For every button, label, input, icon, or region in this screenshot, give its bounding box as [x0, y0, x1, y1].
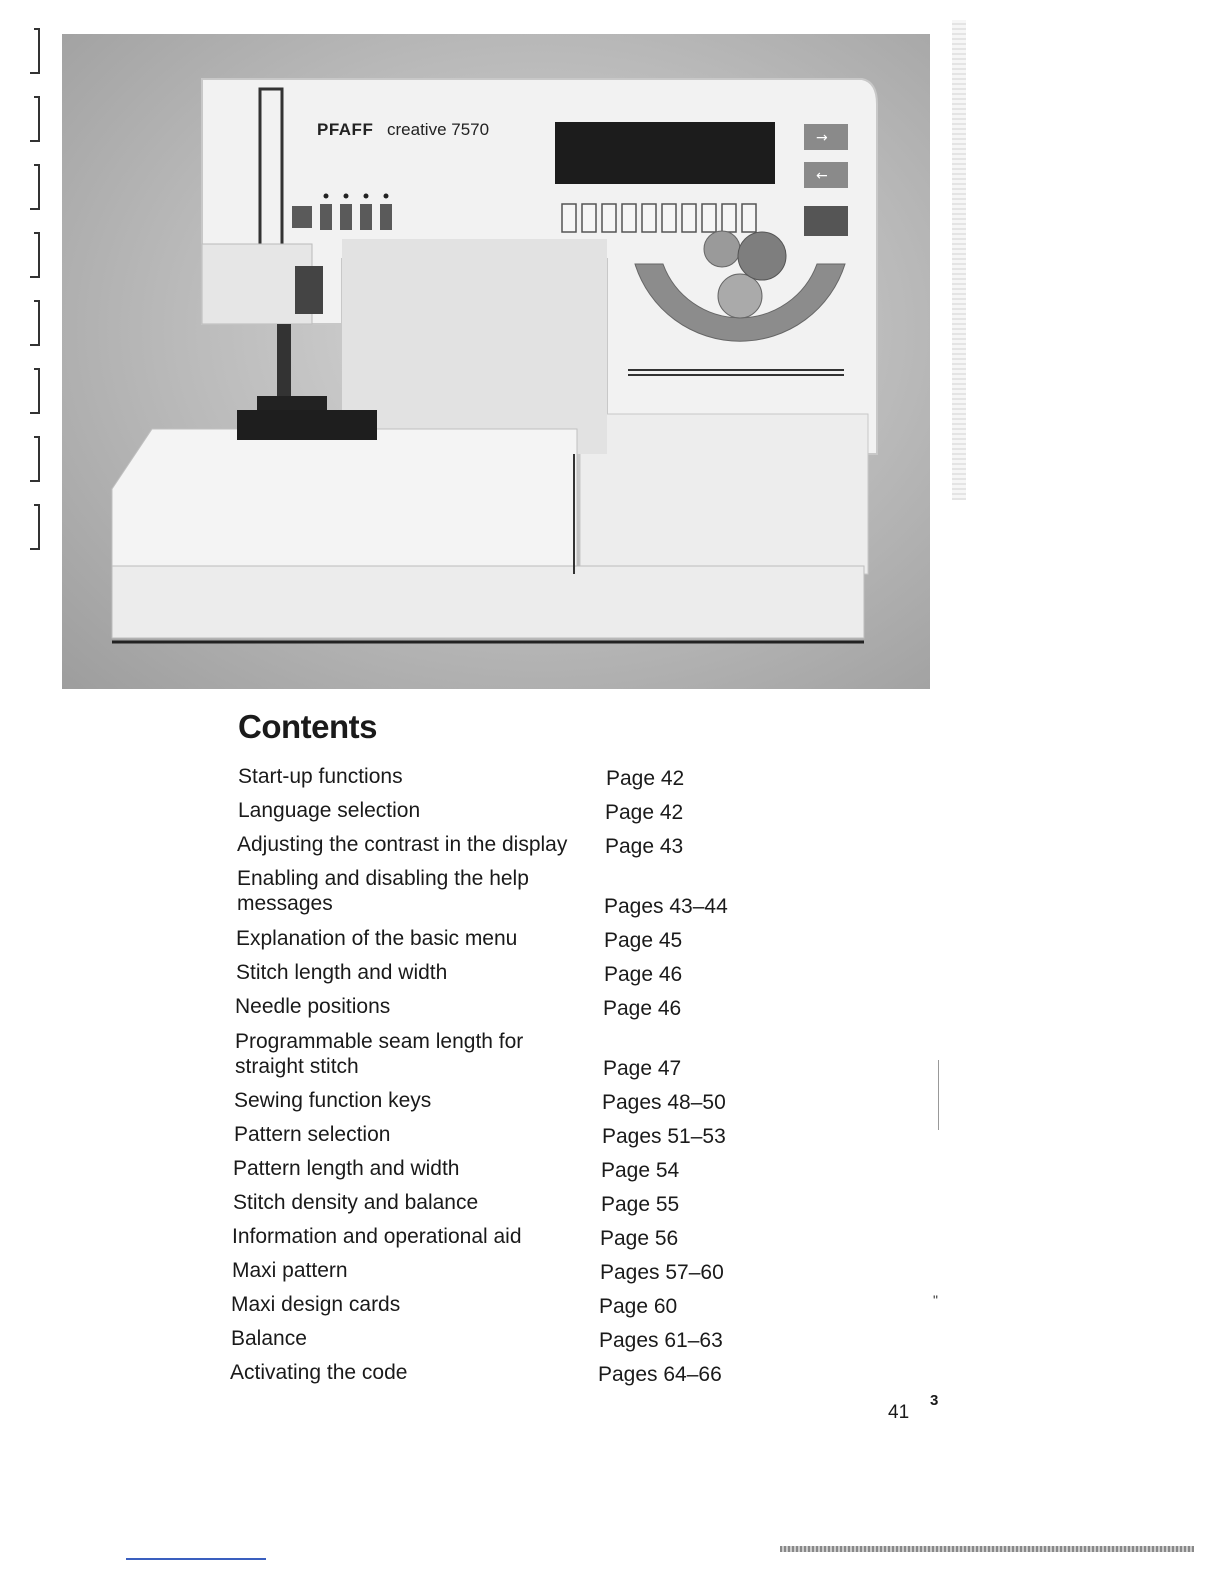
toc-entry-page: Page 43 — [605, 835, 684, 858]
binding-mark — [30, 30, 40, 74]
section-number: 3 — [930, 1392, 939, 1409]
model-name: creative 7570 — [387, 120, 490, 139]
toc-entry-label: Language selection — [238, 799, 421, 822]
toc-entry-page: Page 56 — [600, 1227, 679, 1250]
toc-entry-page: Page 42 — [605, 801, 684, 824]
binding-mark — [30, 302, 40, 346]
page-number: 41 — [888, 1402, 910, 1423]
toc-entry-label: Adjusting the contrast in the display — [237, 833, 568, 856]
toc-entry-page: Pages 48–50 — [602, 1091, 726, 1114]
toc-entry-page: Page 42 — [606, 767, 685, 790]
margin-speck: " — [933, 1292, 938, 1308]
toc-entry-page: Page 55 — [601, 1193, 680, 1216]
toc-entry-page: Page 54 — [601, 1159, 680, 1182]
binding-mark — [30, 438, 40, 482]
toc-entry-label: Stitch length and width — [236, 961, 448, 984]
svg-text:←: ← — [816, 168, 828, 184]
toc-entry-page: Page 46 — [603, 997, 682, 1020]
scan-edge — [780, 1546, 1194, 1552]
toc-entry-page: Pages 64–66 — [598, 1363, 722, 1386]
toc-entry-label: Information and operational aid — [232, 1225, 522, 1248]
binding-mark — [30, 506, 40, 550]
toc-entry-label: Pattern selection — [234, 1123, 391, 1146]
toc-entry-label: Maxi design cards — [231, 1293, 401, 1316]
toc-entry-label: Balance — [231, 1327, 307, 1350]
binding-mark — [30, 234, 40, 278]
toc-entry-page: Page 46 — [604, 963, 683, 986]
toc-entry-label: Stitch density and balance — [233, 1191, 479, 1214]
toc-entry-page: Page 47 — [603, 1057, 682, 1080]
binding-marks — [22, 30, 46, 610]
binding-mark — [30, 98, 40, 142]
brand-logo: PFAFF — [317, 120, 374, 139]
toc-entry-label: Start-up functions — [238, 765, 403, 788]
toc-entry-label: Enabling and disabling the help messages — [237, 867, 529, 915]
toc-entry-label: Explanation of the basic menu — [236, 927, 518, 950]
bottom-rule — [126, 1558, 266, 1560]
toc-entry-label: Needle positions — [235, 995, 391, 1018]
toc-entry-label: Activating the code — [230, 1361, 408, 1384]
margin-line — [938, 1060, 939, 1130]
contents-heading: Contents — [238, 708, 377, 745]
toc-entry-label: Programmable seam length for straight stitch — [235, 1030, 524, 1078]
toc-entry-page: Pages 51–53 — [602, 1125, 726, 1148]
sewing-machine-photo — [62, 34, 930, 689]
page-edge-shadow — [952, 20, 966, 500]
toc-entry-page: Pages 57–60 — [600, 1261, 724, 1284]
binding-mark — [30, 166, 40, 210]
toc-entry-label: Maxi pattern — [232, 1259, 348, 1282]
toc-entry-label: Sewing function keys — [234, 1089, 432, 1112]
toc-entry-page: Pages 43–44 — [604, 895, 728, 918]
svg-text:→: → — [816, 130, 828, 146]
toc-entry-page: Pages 61–63 — [599, 1329, 723, 1352]
binding-mark — [30, 370, 40, 414]
toc-entry-page: Page 45 — [604, 929, 683, 952]
sewing-machine-illustration — [62, 34, 930, 689]
toc-entry-page: Page 60 — [599, 1295, 678, 1318]
toc-entry-label: Pattern length and width — [233, 1157, 460, 1180]
